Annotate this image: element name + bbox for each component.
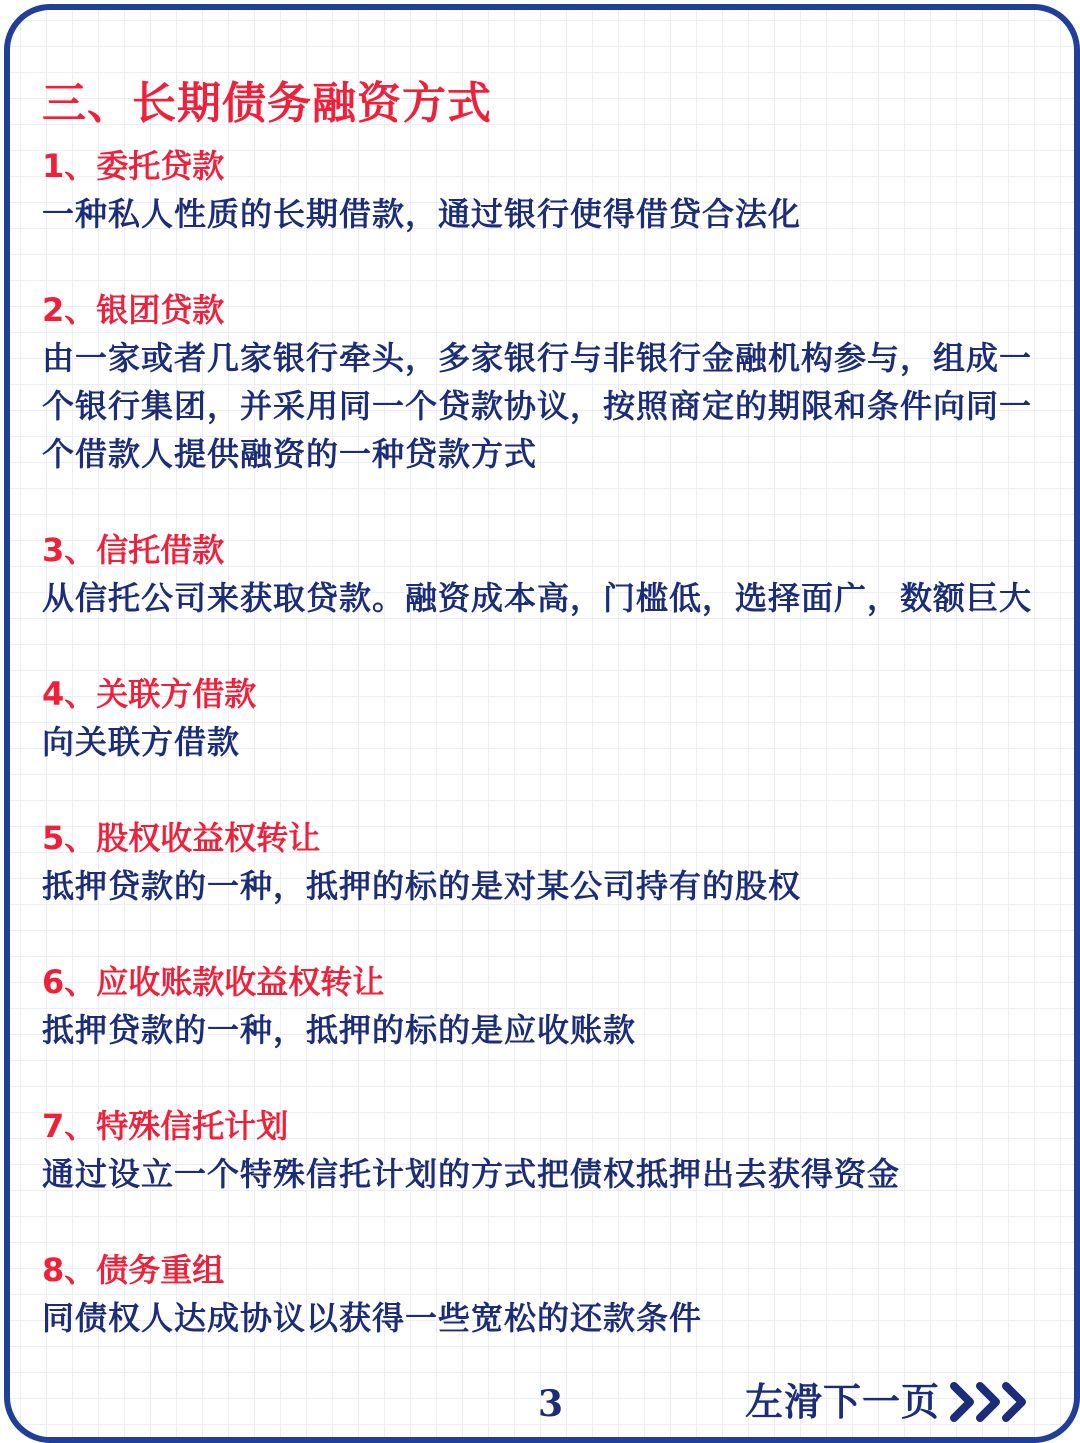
section-body: 同债权人达成协议以获得一些宽松的还款条件 <box>42 1299 703 1337</box>
section-body: 从信托公司来获取贷款。融资成本高，门槛低，选择面广，数额巨大 <box>42 579 1033 617</box>
section-debt-restructuring <box>42 1246 1052 1342</box>
section-heading: 7、特殊信托计划 <box>42 1107 289 1145</box>
section-entrusted-loan <box>42 142 1052 238</box>
section-heading: 5、股权收益权转让 <box>42 819 321 857</box>
section-heading: 1、委托贷款 <box>42 147 225 185</box>
section-trust-loan <box>42 526 1052 622</box>
section-syndicated-loan <box>42 286 1052 478</box>
content <box>42 72 1052 1342</box>
section-body: 由一家或者几家银行牵头，多家银行与非银行金融机构参与，组成一个银行集团，并采用同一个贷款协议，按照商定的期限和条件向同一个借款人提供融资的一种贷款方式 <box>42 339 1033 473</box>
section-body: 抵押贷款的一种，抵押的标的是应收账款 <box>42 1011 637 1049</box>
page-number: 3 <box>538 1383 564 1425</box>
page-title: 三、长期债务融资方式 <box>42 78 492 129</box>
section-heading: 2、银团贷款 <box>42 291 225 329</box>
section-related-party-loan <box>42 670 1052 766</box>
section-special-trust-plan <box>42 1102 1052 1198</box>
next-page-button[interactable] <box>745 1376 1034 1428</box>
triple-chevron-right-icon <box>950 1380 1034 1424</box>
section-equity-income-transfer <box>42 814 1052 910</box>
section-receivables-income-transfer <box>42 958 1052 1054</box>
section-body: 向关联方借款 <box>42 723 241 761</box>
section-body: 通过设立一个特殊信托计划的方式把债权抵押出去获得资金 <box>42 1155 901 1193</box>
section-body: 抵押贷款的一种，抵押的标的是对某公司持有的股权 <box>42 867 802 905</box>
section-heading: 6、应收账款收益权转让 <box>42 963 385 1001</box>
section-heading: 3、信托借款 <box>42 531 225 569</box>
card-frame <box>4 4 1080 1443</box>
next-page-label: 左滑下一页 <box>744 1380 940 1424</box>
section-heading: 8、债务重组 <box>42 1251 225 1289</box>
section-body: 一种私人性质的长期借款，通过银行使得借贷合法化 <box>42 195 802 233</box>
section-heading: 4、关联方借款 <box>42 675 257 713</box>
